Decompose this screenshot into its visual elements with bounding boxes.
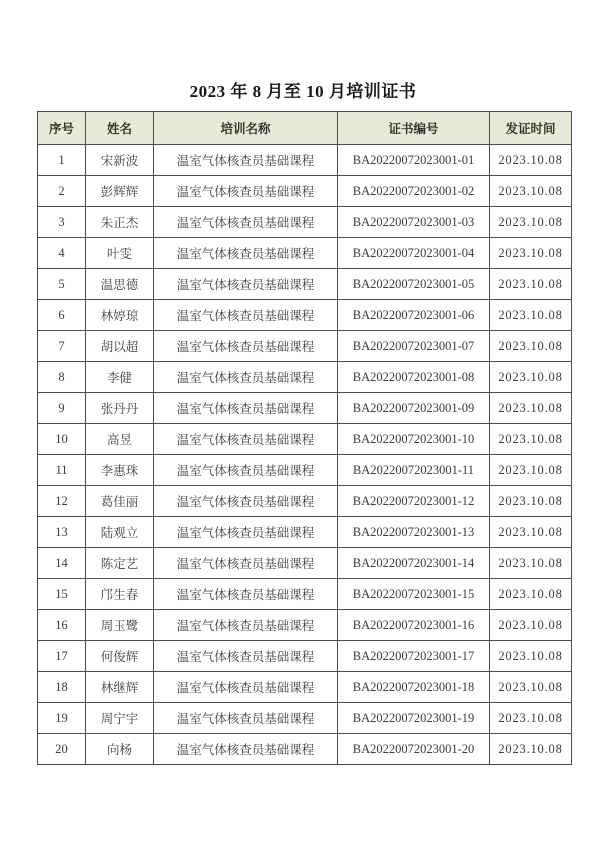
table-cell-cert: BA20220072023001-11 [338, 455, 490, 486]
table-row [38, 610, 572, 641]
table-cell-cert: BA20220072023001-18 [338, 672, 490, 703]
table-cell-index: 10 [38, 424, 86, 455]
table-row [38, 393, 572, 424]
table-cell-cert: BA20220072023001-10 [338, 424, 490, 455]
table-cell-date: 2023.10.08 [490, 672, 572, 703]
table-cell-course: 温室气体核查员基础课程 [154, 207, 338, 238]
table-cell-course: 温室气体核查员基础课程 [154, 548, 338, 579]
col-header-cert: 证书编号 [338, 112, 490, 145]
certificates-table [37, 111, 572, 765]
table-cell-course: 温室气体核查员基础课程 [154, 641, 338, 672]
table-row [38, 424, 572, 455]
table-cell-index: 9 [38, 393, 86, 424]
table-cell-course: 温室气体核查员基础课程 [154, 393, 338, 424]
table-cell-index: 1 [38, 145, 86, 176]
col-header-course: 培训名称 [154, 112, 338, 145]
table-cell-cert: BA20220072023001-08 [338, 362, 490, 393]
table-cell-index: 15 [38, 579, 86, 610]
table-cell-name: 胡以超 [86, 331, 154, 362]
table-row [38, 331, 572, 362]
table-cell-course: 温室气体核查员基础课程 [154, 331, 338, 362]
table-cell-index: 4 [38, 238, 86, 269]
table-cell-name: 林婷琼 [86, 300, 154, 331]
table-cell-index: 8 [38, 362, 86, 393]
table-cell-course: 温室气体核查员基础课程 [154, 424, 338, 455]
table-cell-name: 温思德 [86, 269, 154, 300]
table-cell-date: 2023.10.08 [490, 641, 572, 672]
table-cell-name: 周宁宇 [86, 703, 154, 734]
table-cell-cert: BA20220072023001-01 [338, 145, 490, 176]
table-row [38, 579, 572, 610]
table-cell-course: 温室气体核查员基础课程 [154, 486, 338, 517]
table-cell-cert: BA20220072023001-17 [338, 641, 490, 672]
table-cell-cert: BA20220072023001-02 [338, 176, 490, 207]
col-header-index: 序号 [38, 112, 86, 145]
table-row [38, 238, 572, 269]
table-cell-name: 张丹丹 [86, 393, 154, 424]
table-cell-index: 19 [38, 703, 86, 734]
table-cell-date: 2023.10.08 [490, 393, 572, 424]
table-cell-index: 16 [38, 610, 86, 641]
table-cell-index: 17 [38, 641, 86, 672]
table-cell-cert: BA20220072023001-19 [338, 703, 490, 734]
table-cell-cert: BA20220072023001-05 [338, 269, 490, 300]
table-cell-index: 6 [38, 300, 86, 331]
table-cell-course: 温室气体核查员基础课程 [154, 734, 338, 765]
table-row [38, 455, 572, 486]
table-cell-index: 2 [38, 176, 86, 207]
table-cell-name: 李惠珠 [86, 455, 154, 486]
table-cell-index: 18 [38, 672, 86, 703]
table-cell-date: 2023.10.08 [490, 207, 572, 238]
page-title: 2023 年 8 月至 10 月培训证书 [189, 82, 417, 101]
table-cell-date: 2023.10.08 [490, 145, 572, 176]
table-cell-name: 葛佳丽 [86, 486, 154, 517]
table-row [38, 548, 572, 579]
table-cell-course: 温室气体核查员基础课程 [154, 238, 338, 269]
table-row [38, 362, 572, 393]
table-cell-name: 叶雯 [86, 238, 154, 269]
table-cell-date: 2023.10.08 [490, 610, 572, 641]
table-cell-name: 朱正杰 [86, 207, 154, 238]
table-cell-date: 2023.10.08 [490, 238, 572, 269]
table-cell-name: 陈定艺 [86, 548, 154, 579]
table-cell-cert: BA20220072023001-04 [338, 238, 490, 269]
table-cell-index: 7 [38, 331, 86, 362]
table-cell-index: 3 [38, 207, 86, 238]
table-cell-cert: BA20220072023001-06 [338, 300, 490, 331]
table-row [38, 300, 572, 331]
table-cell-name: 李健 [86, 362, 154, 393]
table-cell-date: 2023.10.08 [490, 486, 572, 517]
table-cell-cert: BA20220072023001-16 [338, 610, 490, 641]
table-cell-date: 2023.10.08 [490, 362, 572, 393]
table-cell-course: 温室气体核查员基础课程 [154, 269, 338, 300]
table-cell-date: 2023.10.08 [490, 734, 572, 765]
table-cell-date: 2023.10.08 [490, 269, 572, 300]
table-row [38, 176, 572, 207]
table-cell-course: 温室气体核查员基础课程 [154, 362, 338, 393]
table-cell-cert: BA20220072023001-07 [338, 331, 490, 362]
table-cell-date: 2023.10.08 [490, 331, 572, 362]
table-row [38, 145, 572, 176]
table-cell-cert: BA20220072023001-20 [338, 734, 490, 765]
table-cell-name: 陆观立 [86, 517, 154, 548]
table-cell-cert: BA20220072023001-15 [338, 579, 490, 610]
table-cell-course: 温室气体核查员基础课程 [154, 579, 338, 610]
col-header-name: 姓名 [86, 112, 154, 145]
table-row [38, 486, 572, 517]
col-header-date: 发证时间 [490, 112, 572, 145]
table-cell-name: 高昱 [86, 424, 154, 455]
table-cell-date: 2023.10.08 [490, 517, 572, 548]
table-cell-course: 温室气体核查员基础课程 [154, 703, 338, 734]
table-cell-cert: BA20220072023001-13 [338, 517, 490, 548]
table-cell-name: 邝生春 [86, 579, 154, 610]
table-row [38, 517, 572, 548]
table-cell-index: 20 [38, 734, 86, 765]
table-cell-cert: BA20220072023001-03 [338, 207, 490, 238]
table-cell-index: 5 [38, 269, 86, 300]
table-cell-course: 温室气体核查员基础课程 [154, 672, 338, 703]
table-cell-name: 何俊辉 [86, 641, 154, 672]
table-cell-course: 温室气体核查员基础课程 [154, 145, 338, 176]
table-cell-cert: BA20220072023001-09 [338, 393, 490, 424]
table-cell-date: 2023.10.08 [490, 548, 572, 579]
table-cell-course: 温室气体核查员基础课程 [154, 455, 338, 486]
table-cell-date: 2023.10.08 [490, 703, 572, 734]
table-row [38, 207, 572, 238]
table-body [38, 145, 572, 765]
table-cell-name: 向杨 [86, 734, 154, 765]
table-cell-index: 14 [38, 548, 86, 579]
table-row [38, 672, 572, 703]
table-header-row [38, 112, 572, 145]
table-cell-index: 11 [38, 455, 86, 486]
table-cell-course: 温室气体核查员基础课程 [154, 610, 338, 641]
table-cell-index: 13 [38, 517, 86, 548]
table-cell-course: 温室气体核查员基础课程 [154, 176, 338, 207]
table-cell-date: 2023.10.08 [490, 300, 572, 331]
table-cell-date: 2023.10.08 [490, 455, 572, 486]
table-cell-date: 2023.10.08 [490, 579, 572, 610]
table-row [38, 734, 572, 765]
table-cell-name: 宋新波 [86, 145, 154, 176]
table-row [38, 703, 572, 734]
table-cell-name: 彭辉辉 [86, 176, 154, 207]
table-cell-date: 2023.10.08 [490, 176, 572, 207]
table-row [38, 269, 572, 300]
table-row [38, 641, 572, 672]
table-cell-course: 温室气体核查员基础课程 [154, 300, 338, 331]
table-cell-course: 温室气体核查员基础课程 [154, 517, 338, 548]
table-cell-name: 林继辉 [86, 672, 154, 703]
table-cell-cert: BA20220072023001-14 [338, 548, 490, 579]
table-cell-cert: BA20220072023001-12 [338, 486, 490, 517]
table-cell-date: 2023.10.08 [490, 424, 572, 455]
table-cell-name: 周玉鹭 [86, 610, 154, 641]
table-cell-index: 12 [38, 486, 86, 517]
